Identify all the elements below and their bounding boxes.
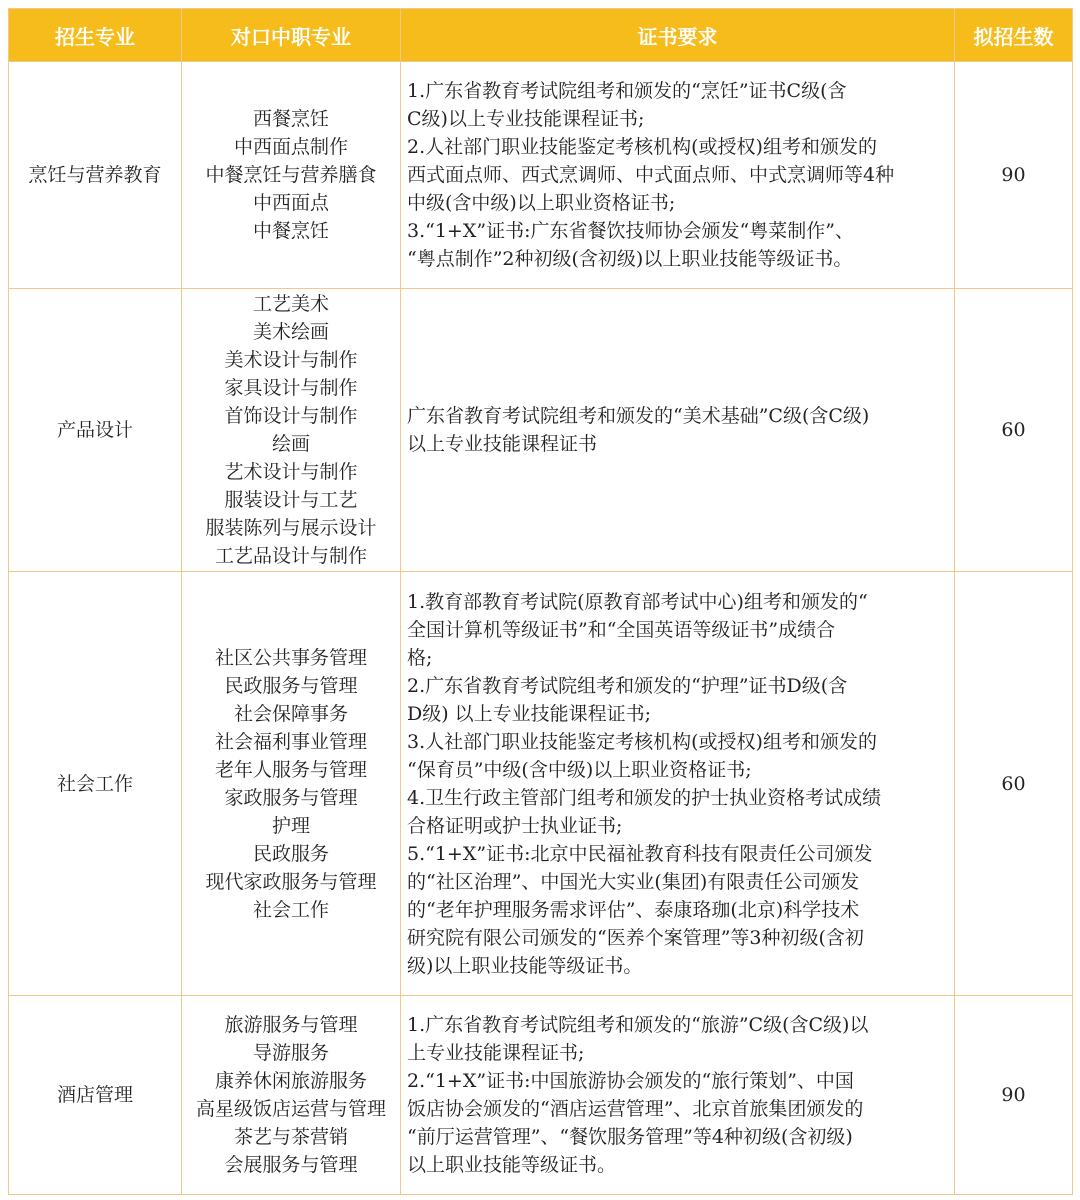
course-item: 工艺美术 <box>252 293 329 315</box>
quota-cell: 90 <box>955 62 1073 289</box>
course-item: 绘画 <box>271 433 310 455</box>
courses-cell <box>182 289 401 572</box>
major-cell: 社会工作 <box>9 572 182 996</box>
header-row <box>9 9 1073 62</box>
requirement-line: 中级(含中级)以上职业资格证书; <box>407 192 676 214</box>
requirement-line: 的“老年护理服务需求评估”、泰康珞珈(北京)科学技术 <box>407 898 860 921</box>
course-item: 会展服务与管理 <box>224 1154 358 1176</box>
header-major: 招生专业 <box>9 9 182 62</box>
table-body <box>9 62 1073 1195</box>
table-row <box>9 62 1073 289</box>
major-cell: 酒店管理 <box>9 996 182 1195</box>
requirement-line: 4.卫生行政主管部门组考和颁发的护士执业资格考试成绩 <box>407 786 882 809</box>
requirement-line: “前厅运营管理”、“餐饮服务管理”等4种初级(含初级) <box>407 1126 853 1148</box>
course-item: 服装陈列与展示设计 <box>205 517 377 539</box>
course-item: 康养休闲旅游服务 <box>214 1070 367 1092</box>
requirement-line: “粤点制作”2种初级(含初级)以上职业技能等级证书。 <box>407 248 853 270</box>
course-item: 护理 <box>271 814 310 837</box>
course-item: 民政服务 <box>252 842 329 865</box>
major-cell: 产品设计 <box>9 289 182 572</box>
requirements-cell <box>401 62 955 289</box>
requirement-line: C级)以上专业技能课程证书; <box>407 108 645 130</box>
requirement-line: 广东省教育考试院组考和颁发的“美术基础”C级(含C级) <box>407 405 870 427</box>
courses-cell <box>182 572 401 996</box>
requirement-line: “保育员”中级(含中级)以上职业资格证书; <box>407 758 752 781</box>
header-courses: 对口中职专业 <box>182 9 401 62</box>
requirement-line: 的“社区治理”、中国光大实业(集团)有限责任公司颁发 <box>407 870 860 893</box>
header-quota: 拟招生数 <box>955 9 1073 62</box>
requirement-line: 2.广东省教育考试院组考和颁发的“护理”证书D级(含 <box>407 674 848 697</box>
course-item: 民政服务与管理 <box>224 674 358 697</box>
requirement-line: 2.“1+X”证书:中国旅游协会颁发的“旅行策划”、中国 <box>407 1070 854 1092</box>
requirement-line: 3.人社部门职业技能鉴定考核机构(或授权)组考和颁发的 <box>407 730 877 753</box>
course-item: 社会保障事务 <box>233 702 348 725</box>
header-requirements: 证书要求 <box>401 9 955 62</box>
requirement-line: D级) 以上专业技能课程证书; <box>407 702 652 725</box>
requirement-line: 格; <box>407 646 433 669</box>
course-item: 中西面点制作 <box>233 136 348 158</box>
course-item: 中餐烹饪与营养膳食 <box>205 164 377 186</box>
requirements-cell <box>401 572 955 996</box>
course-item: 西餐烹饪 <box>252 108 329 130</box>
requirement-line: 合格证明或护士执业证书; <box>407 814 623 837</box>
course-item: 老年人服务与管理 <box>214 758 367 781</box>
course-item: 现代家政服务与管理 <box>205 870 377 893</box>
requirement-line: 上专业技能课程证书; <box>407 1042 585 1064</box>
course-item: 社区公共事务管理 <box>214 646 367 669</box>
course-item: 服装设计与工艺 <box>224 489 358 511</box>
quota-cell: 60 <box>955 289 1073 572</box>
requirement-line: 1.广东省教育考试院组考和颁发的“旅游”C级(含C级)以 <box>407 1014 869 1036</box>
requirement-line: 研究院有限公司颁发的“医养个案管理”等3种初级(含初 <box>407 926 864 949</box>
requirement-line: 5.“1+X”证书:北京中民福祉教育科技有限责任公司颁发 <box>407 842 873 865</box>
requirement-line: 级)以上职业技能等级证书。 <box>407 954 643 977</box>
course-item: 美术绘画 <box>252 321 329 343</box>
course-item: 中西面点 <box>252 192 329 214</box>
table-row <box>9 289 1073 572</box>
courses-cell <box>182 996 401 1195</box>
quota-cell: 60 <box>955 572 1073 996</box>
course-item: 艺术设计与制作 <box>224 461 358 483</box>
course-item: 社会工作 <box>252 898 329 921</box>
requirement-line: 西式面点师、西式烹调师、中式面点师、中式烹调师等4种 <box>407 164 895 186</box>
course-item: 旅游服务与管理 <box>224 1014 358 1036</box>
table-row <box>9 572 1073 996</box>
requirement-line: 饭店协会颁发的“酒店运营管理”、北京首旅集团颁发的 <box>407 1098 864 1120</box>
table-row <box>9 996 1073 1195</box>
course-item: 社会福利事业管理 <box>214 730 367 753</box>
requirements-cell <box>401 289 955 572</box>
admissions-table <box>8 8 1073 1195</box>
course-item: 高星级饭店运营与管理 <box>195 1098 386 1120</box>
course-item: 茶艺与茶营销 <box>233 1126 348 1148</box>
requirement-line: 1.教育部教育考试院(原教育部考试中心)组考和颁发的“ <box>407 590 868 613</box>
course-item: 家具设计与制作 <box>224 377 358 399</box>
requirement-line: 以上专业技能课程证书 <box>407 433 598 455</box>
requirement-line: 1.广东省教育考试院组考和颁发的“烹饪”证书C级(含 <box>407 80 847 102</box>
course-item: 中餐烹饪 <box>252 220 329 242</box>
requirement-line: 2.人社部门职业技能鉴定考核机构(或授权)组考和颁发的 <box>407 136 877 158</box>
course-item: 导游服务 <box>252 1042 329 1064</box>
course-item: 家政服务与管理 <box>224 786 358 809</box>
courses-cell <box>182 62 401 289</box>
major-cell: 烹饪与营养教育 <box>9 62 182 289</box>
course-item: 美术设计与制作 <box>224 349 358 371</box>
requirement-line: 以上职业技能等级证书。 <box>407 1154 617 1176</box>
course-item: 首饰设计与制作 <box>224 405 358 427</box>
quota-cell: 90 <box>955 996 1073 1195</box>
requirement-line: 全国计算机等级证书”和“全国英语等级证书”成绩合 <box>407 618 836 641</box>
requirements-cell <box>401 996 955 1195</box>
requirement-line: 3.“1+X”证书:广东省餐饮技师协会颁发“粤菜制作”、 <box>407 220 854 242</box>
course-item: 工艺品设计与制作 <box>214 545 367 567</box>
